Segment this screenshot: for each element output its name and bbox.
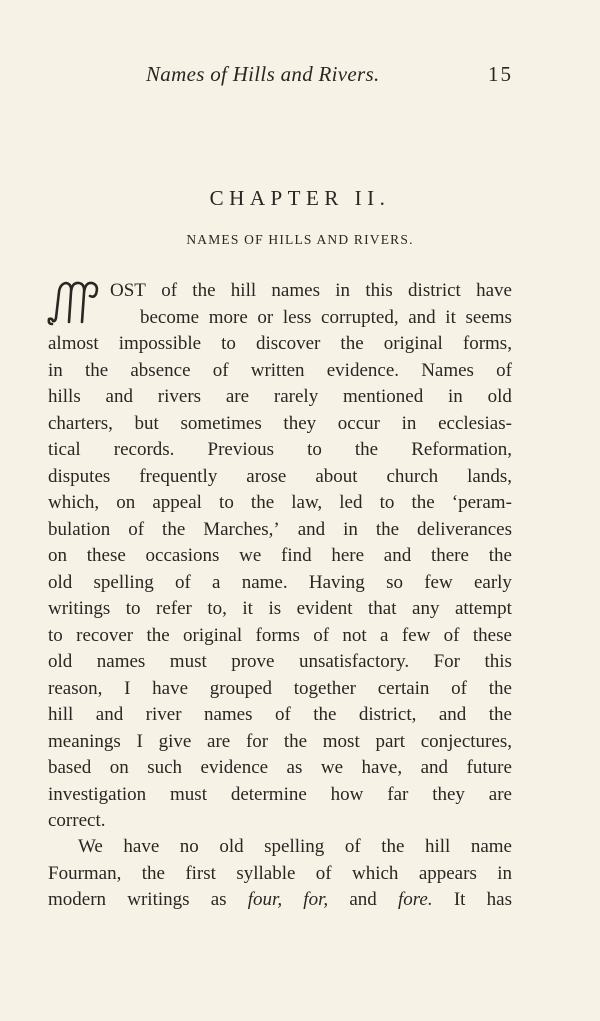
word: and (383, 545, 412, 566)
word: the (141, 862, 165, 884)
word: the (488, 677, 512, 699)
text-line (48, 570, 512, 597)
word: It (453, 889, 466, 910)
word: these (86, 545, 126, 566)
word: to (125, 598, 141, 619)
word: of (344, 836, 361, 857)
word: have (123, 836, 160, 857)
word: the (381, 836, 405, 857)
word: unsatisfactory. (298, 651, 410, 672)
word: Reformation, (411, 439, 512, 460)
word: the (340, 333, 364, 354)
word: the (488, 545, 512, 566)
word: written (250, 359, 305, 381)
word: have (152, 677, 189, 699)
text-line (48, 649, 512, 676)
word: it (445, 306, 456, 328)
word: this (365, 280, 393, 301)
word: ‘peram- (451, 492, 512, 513)
word: have, (361, 757, 403, 778)
word: there (430, 545, 469, 566)
word: I (124, 677, 131, 699)
word: charters, (48, 412, 113, 434)
dropcap-icon (46, 278, 102, 330)
word: together (293, 677, 357, 699)
chapter-title: CHAPTER II. (209, 186, 391, 210)
word: conjectures, (420, 730, 512, 752)
text-line (48, 331, 512, 358)
text-line (48, 464, 512, 491)
word: about (315, 465, 358, 487)
word: forms, (462, 333, 512, 354)
word: for (245, 730, 269, 752)
word: law, (291, 492, 323, 513)
word: few (424, 571, 453, 593)
word: have (476, 280, 512, 301)
word: original (383, 333, 443, 354)
text-line (48, 437, 512, 464)
word: become (140, 306, 200, 328)
word: of (315, 862, 332, 884)
text-line (48, 358, 512, 385)
word: and (95, 704, 124, 725)
text-line (48, 490, 512, 517)
word: records. (113, 439, 175, 460)
word: for, (303, 889, 329, 910)
text-line (48, 834, 512, 861)
word: old (219, 836, 244, 857)
word: of (313, 624, 330, 646)
word: a (380, 624, 389, 646)
word: to, (207, 598, 227, 619)
word: here (331, 545, 365, 566)
word: names (203, 704, 253, 725)
word: river (145, 704, 182, 725)
word: mentioned (343, 386, 424, 407)
word: prove (231, 651, 275, 672)
word: on (109, 757, 129, 778)
word: reason, (48, 677, 103, 699)
text-line (48, 411, 512, 438)
word: of (174, 571, 191, 593)
text-line (48, 676, 512, 703)
word: and (408, 306, 436, 328)
word: district, (358, 704, 417, 725)
word: to (379, 492, 395, 513)
word: hills (48, 386, 81, 407)
word: it (242, 598, 253, 619)
word: not (342, 624, 367, 646)
word: absence (130, 359, 191, 381)
word: hill (424, 836, 451, 857)
word: has (486, 889, 512, 910)
word: to (307, 439, 322, 460)
word: must (170, 783, 207, 805)
word: spelling (93, 571, 154, 593)
word: first (185, 862, 216, 884)
word: We (78, 836, 103, 857)
word: as (286, 757, 303, 778)
word: of (443, 624, 460, 646)
word: old (487, 386, 512, 407)
word: are (225, 386, 250, 407)
word: name (470, 836, 512, 857)
word: and (297, 518, 326, 540)
word: and (420, 757, 449, 778)
word: on (48, 545, 67, 566)
word: seems (465, 306, 512, 328)
word: lands, (467, 465, 512, 487)
word: such (147, 757, 183, 778)
word: recover (76, 624, 134, 646)
word: district (408, 280, 461, 301)
word: correct. (48, 810, 106, 831)
word: rarely (273, 386, 319, 407)
word: the (488, 704, 512, 725)
word: Fourman, (48, 862, 122, 884)
word: in (335, 280, 351, 301)
word: Having (308, 571, 365, 593)
word: arose (246, 465, 287, 487)
word: must (169, 651, 207, 672)
page-number: 15 (488, 62, 513, 86)
word: the (84, 359, 109, 381)
word: in (401, 412, 417, 434)
word: evidence. (326, 359, 399, 381)
text-line (48, 623, 512, 650)
word: which (352, 862, 399, 884)
text-line (48, 887, 512, 914)
word: these (472, 624, 512, 646)
word: For (433, 651, 460, 672)
word: of (496, 359, 512, 381)
word: deliverances (417, 518, 512, 540)
word: and (105, 386, 133, 407)
word: the (162, 518, 186, 540)
word: of (274, 704, 291, 725)
word: evidence (200, 757, 269, 778)
word: few (401, 624, 431, 646)
running-head: Names of Hills and Rivers. (146, 62, 380, 86)
word: we (320, 757, 344, 778)
word: occasions (145, 545, 220, 566)
word: writings (48, 598, 111, 619)
word: they (432, 783, 465, 805)
word: or (257, 306, 274, 328)
word: the (411, 492, 435, 513)
dropcap-letter (46, 278, 102, 330)
word: on (116, 492, 136, 513)
word: frequently (139, 465, 218, 487)
word: hill (48, 704, 74, 725)
word: bulation (48, 518, 111, 540)
paragraph-1-body (48, 331, 512, 835)
word: give (158, 730, 192, 752)
word: spelling (264, 836, 325, 857)
word: in (497, 862, 512, 884)
word: discover (255, 333, 321, 354)
word: in (48, 359, 63, 381)
word: appeal (152, 492, 202, 513)
text-line (48, 782, 512, 809)
text-line (48, 702, 512, 729)
word: names (271, 280, 320, 301)
word: original (183, 624, 243, 646)
word: the (375, 518, 400, 540)
text-line (48, 517, 512, 544)
word: almost (48, 333, 99, 354)
word: writings (127, 889, 190, 910)
word: refer (156, 598, 192, 619)
text-line (48, 729, 512, 756)
text-line (48, 808, 512, 835)
word: any (412, 598, 440, 619)
word: meanings (48, 730, 121, 752)
word: the (250, 492, 275, 513)
word: a (212, 571, 221, 593)
word: early (473, 571, 512, 593)
word: impossible (118, 333, 202, 354)
word: in (448, 386, 463, 407)
word: this (484, 651, 512, 672)
word: Previous (207, 439, 274, 460)
word: syllable (236, 862, 296, 884)
word: the (192, 280, 216, 301)
text-line (48, 755, 512, 782)
word: in (343, 518, 358, 540)
word: old (48, 571, 73, 593)
word: evident (296, 598, 353, 619)
word: we (239, 545, 262, 566)
paragraph-1-opening (110, 278, 512, 331)
word: name. (241, 571, 288, 593)
word: church (386, 465, 439, 487)
word: certain (377, 677, 430, 699)
word: is (268, 598, 282, 619)
word: of (161, 280, 178, 301)
word: of (212, 359, 229, 381)
word: how (330, 783, 364, 805)
word: rivers (157, 386, 202, 407)
word: hill (230, 280, 257, 301)
word: the (354, 439, 379, 460)
word: and (438, 704, 467, 725)
word: determine (230, 783, 307, 805)
word: more (208, 306, 248, 328)
word: investigation (48, 783, 147, 805)
word: to (221, 333, 236, 354)
word: OST (110, 280, 146, 301)
word: that (368, 598, 397, 619)
word: far (387, 783, 409, 805)
text-line (110, 305, 512, 332)
text-line (48, 861, 512, 888)
word: which, (48, 492, 100, 513)
word: disputes (48, 465, 111, 487)
word: forms (255, 624, 300, 646)
word: are (207, 730, 231, 752)
word: four, (247, 889, 283, 910)
word: occur (337, 412, 380, 434)
word: the (283, 730, 308, 752)
word: part (375, 730, 405, 752)
word: as (210, 889, 227, 910)
word: find (281, 545, 312, 566)
text-line (48, 596, 512, 623)
word: sometimes (180, 412, 262, 434)
word: fore. (397, 889, 433, 910)
word: tical (48, 439, 81, 460)
word: so (386, 571, 403, 593)
text-line (48, 543, 512, 570)
word: of (128, 518, 145, 540)
word: are (488, 783, 512, 805)
word: appears (418, 862, 477, 884)
word: modern (48, 889, 107, 910)
word: Marches,’ (203, 518, 280, 540)
word: but (134, 412, 159, 434)
word: ecclesias- (438, 412, 512, 434)
word: and (349, 889, 377, 910)
word: to (219, 492, 234, 513)
word: most (322, 730, 360, 752)
word: the (313, 704, 337, 725)
word: attempt (454, 598, 512, 619)
text-line (48, 384, 512, 411)
word: old (48, 651, 73, 672)
word: the (146, 624, 170, 646)
word: I (136, 730, 143, 752)
chapter-subtitle: NAMES OF HILLS AND RIVERS. (186, 232, 414, 247)
word: they (283, 412, 317, 434)
paragraph-2 (48, 834, 512, 914)
text-line (110, 278, 512, 305)
word: names (96, 651, 146, 672)
word: Names (421, 359, 474, 381)
word: corrupted, (321, 306, 399, 328)
word: grouped (209, 677, 273, 699)
word: no (179, 836, 199, 857)
word: based (48, 757, 92, 778)
word: led (339, 492, 363, 513)
word: future (466, 757, 512, 778)
word: less (282, 306, 312, 328)
word: to (48, 624, 63, 646)
word: of (451, 677, 467, 699)
